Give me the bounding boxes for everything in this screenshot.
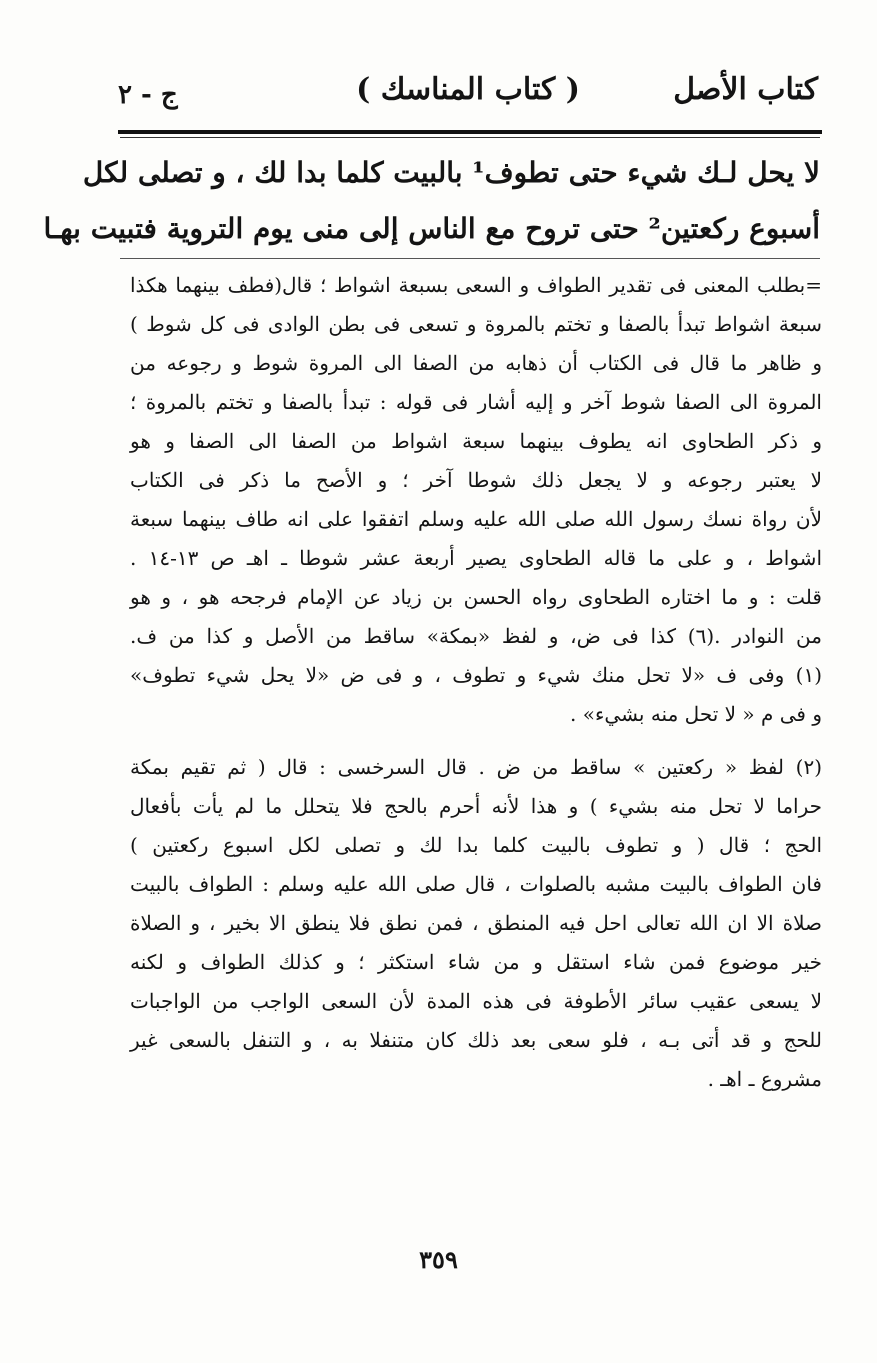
- page-header: [118, 62, 818, 122]
- footnote-line: المروة الى الصفا شوط آخر و إليه أشار فى قوله : تبدأ بالصفا و تختم بالمروة ؛: [130, 390, 822, 414]
- main-text: [43, 145, 820, 257]
- footnote-line: =بطلب المعنى فى تقدير الطواف و السعى بسبعة اشواط ؛ قال(فطف بينهما هكذا: [130, 273, 822, 297]
- footnote-line: (٢) لفظ « ركعتين » ساقط من ض . قال السرخسى : قال ( ثم تقيم بمكة: [130, 755, 822, 779]
- footnote-line: لا يعتبر رجوعه و لا يجعل ذلك شوطا آخر ؛ و الأصح ما ذكر فى الكتاب: [130, 468, 822, 492]
- main-text-line: لا يحل لـك شيء حتى تطوف¹ بالبيت كلما بدا لك ، و تصلى لكل: [82, 156, 820, 189]
- footnote-line: صلاة الا ان الله تعالى احل فيه المنطق ، فمن نطق فلا ينطق الا بخير ، و الصلاة: [130, 911, 822, 935]
- footnote-separator: [120, 258, 820, 259]
- footnote-line: قلت : و ما اختاره الطحاوى رواه الحسن بن زياد عن الإمام فرجحه هو ، و هو: [130, 585, 822, 609]
- footnote-line: سبعة اشواط تبدأ بالصفا و تختم بالمروة و تسعى فى بطن الوادى فى كل شوط ): [130, 312, 822, 336]
- paragraph-gap: [130, 734, 822, 748]
- footnote-line: و فى م « لا تحل منه بشيء» .: [570, 702, 822, 726]
- footnote-line: الحج ؛ قال ( و تطوف بالبيت كلما بدا لك و تصلى لكل اسبوع ركعتين ): [130, 833, 823, 857]
- footnote-line: اشواط ، و على ما قاله الطحاوى يصير أربعة عشر شوطا ـ اهـ ص ١٣-١٤ .: [130, 546, 822, 570]
- footnote-line: لا يسعى عقيب سائر الأطوفة فى هذه المدة لأن السعى الواجب من الواجبات: [130, 989, 822, 1013]
- page-number: ٣٥٩: [419, 1245, 458, 1274]
- footnote-line: خير موضوع فمن شاء استقل و من شاء استكثر ؛ و كذلك الطواف و لكنه: [130, 950, 822, 974]
- header-rule-thin: [120, 137, 820, 138]
- footnote-line: حراما لا تحل منه بشيء ) و هذا لأنه أحرم بالحج فلا يتحلل ما لم يأت بأفعال: [130, 794, 822, 818]
- volume-label: ج - ٢: [118, 80, 178, 110]
- footnote-line: (١) وفى ف «لا تحل منك شيء و تطوف ، و فى ض «لا يحل شيء تطوف»: [130, 663, 822, 687]
- footnote-line: للحج و قد أتى بـه ، فلو سعى بعد ذلك كان متنفلا به ، و التنفل بالسعى غير: [130, 1028, 822, 1052]
- footnotes: [130, 266, 822, 1099]
- footnote-paragraph: [130, 748, 822, 1099]
- footnote-paragraph: [130, 266, 822, 734]
- footnote-line: مشروع ـ اهـ .: [707, 1067, 822, 1091]
- main-text-line: أسبوع ركعتين² حتى تروح مع الناس إلى منى يوم التروية فتبيت بهـا: [43, 212, 820, 245]
- header-rule-thick: [118, 130, 822, 134]
- chapter-title: ( كتاب المناسك ): [356, 72, 580, 107]
- footnote-line: و ذكر الطحاوى انه يطوف بينهما سبعة اشواط من الصفا الى الصفا و هو: [130, 429, 822, 453]
- footnote-line: و ظاهر ما قال فى الكتاب أن ذهابه من الصفا الى المروة شوط و رجوعه من: [130, 351, 822, 375]
- footnote-line: لأن رواة نسك رسول الله صلى الله عليه وسلم اتفقوا على انه طاف بينهما سبعة: [130, 507, 822, 531]
- footnote-line: من النوادر .(٦) كذا فى ض، و لفظ «بمكة» ساقط من الأصل و كذا من ف.: [130, 624, 822, 648]
- footnote-line: فان الطواف بالبيت مشبه بالصلوات ، قال صلى الله عليه وسلم : الطواف بالبيت: [130, 872, 822, 896]
- book-title: كتاب الأصل: [673, 72, 818, 107]
